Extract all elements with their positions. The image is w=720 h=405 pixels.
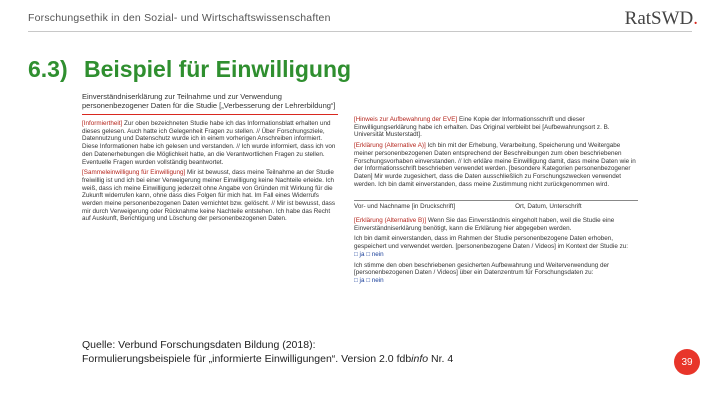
- left-block-sammeleinwilligung: [Sammeleinwilligung für Einwilligung] Mir ist bewusst, dass meine Teilnahme an der Studie freiwillig ist und ich bei einer Verweigerung meiner Einwilligung keine Nachteile erleide. Ich weiß, dass ich meine Einwilligung jederzeit ohne Angabe von Gründen mit Wirkung für die Zukunft widerrufen kann, ohne dass dies Folgen für mich hat. Im Fall eines Widerrufs werden meine personenbezogenen Daten vernichtet bzw. gelöscht. // Mir ist bewusst, dass mir durch Verweigerung oder Rücknahme keine Nachteile entstehen. Ich habe das Recht auf Auskunft, Berichtigung und Löschung der personenbezogenen Daten.: [82, 169, 336, 223]
- heading-rule: [82, 114, 338, 115]
- consent-form-document: [82, 92, 640, 353]
- header-divider: [28, 31, 692, 32]
- slide-title: [28, 56, 351, 83]
- left-block-informiertheit: [Informiertheit] Zur oben bezeichneten Studie habe ich das Informationsblatt erhalten und dieses gelesen. Auch hatte ich Gelegenheit Fragen zu stellen. // Über Forschungsziele, Datennutzung und Datenschutz wurde ich in einem vorherigen Anschreiben informiert. Diese Informationen habe ich gelesen und verstanden. // Ich wurde informiert, dass ich von den Datenerhebungen die Möglichkeit hatte, an die Verantwortlichen Fragen zu stellen. Eventuelle Fragen wurden vollständig beantwortet.: [82, 120, 336, 166]
- right-block-alternative-b: [Erklärung (Alternative B)] Wenn Sie das Einverständnis eingeholt haben, weil die Studie eine Einverständniserklärung benötigt, kann die Erklärung hier abgegeben werden.: [354, 217, 615, 232]
- section-number: 6.3): [28, 56, 68, 82]
- consent-right-column: [354, 116, 638, 288]
- running-header: Forschungsethik in den Sozial- und Wirtschaftswissenschaften: [28, 12, 331, 24]
- form-heading: Einverständniserklärung zur Teilnahme und zur Verwendung personenbezogener Daten für die Studie [„Verbesserung der Lehrerbildung“]: [82, 92, 336, 110]
- page-number-badge: 39: [674, 349, 700, 375]
- ratswd-logo: RatSWD.: [624, 8, 698, 29]
- signature-line: [354, 200, 638, 201]
- consent-item-1: Ich bin damit einverstanden, dass im Rahmen der Studie personenbezogene Daten erhoben, gespeichert und verwendet werden. [personenbezogene Daten / Videos] im Kontext der Studie zu: □ ja □ nein: [354, 235, 628, 258]
- signature-row: [354, 203, 638, 211]
- right-block-aufbewahrung: [Hinweis zur Aufbewahrung der EVE] Eine Kopie der Informationsschrift und dieser Einwilligungserklärung habe ich erhalten. Das Original verbleibt bei [Aufbewahrungsort z. B. Universität Musterstadt].: [354, 116, 610, 139]
- slide-title-text: Beispiel für Einwilligung: [84, 56, 352, 82]
- source-citation: Quelle: Verbund Forschungsdaten Bildung (2018): Formulierungsbeispiele für „informierte Einwilligungen“. Version 2.0 fdbinfo Nr. 4: [82, 339, 454, 365]
- signature-date-label: Ort, Datum, Unterschrift: [515, 203, 582, 211]
- consent-item-2: Ich stimme den oben beschriebenen gesicherten Aufbewahrung und Weiterverwendung der [personenbezogenen Daten / Videos] über ein Datenzentrum für Forschungsdaten zu: □ ja □ nein: [354, 261, 610, 284]
- signature-name-label: Vor- und Nachname [in Druckschrift]: [354, 203, 456, 211]
- consent-left-column: [82, 92, 338, 226]
- right-block-alternative-a: [Erklärung (Alternative A)] Ich bin mit der Erhebung, Verarbeitung, Speicherung und Weitergabe meiner personenbezogenen Daten entsprechend der Beschreibungen zum oben beschriebenen Forschungsvorhaben einverstanden. // Ich erkläre meine Einwilligung damit, dass meine Daten wie in der Informationsschrift beschrieben verwendet werden. [besondere Kategorien personenbezogener Daten] Mir wurde zugesichert, dass die Daten ausschließlich zu Forschungszwecken verwendet werden. Ich bin damit einverstanden, dass meine Zustimmung nicht zurückgenommen wird.: [354, 142, 636, 188]
- consent-item-1-options[interactable]: □ ja □ nein: [354, 250, 384, 258]
- consent-item-2-options[interactable]: □ ja □ nein: [354, 276, 384, 284]
